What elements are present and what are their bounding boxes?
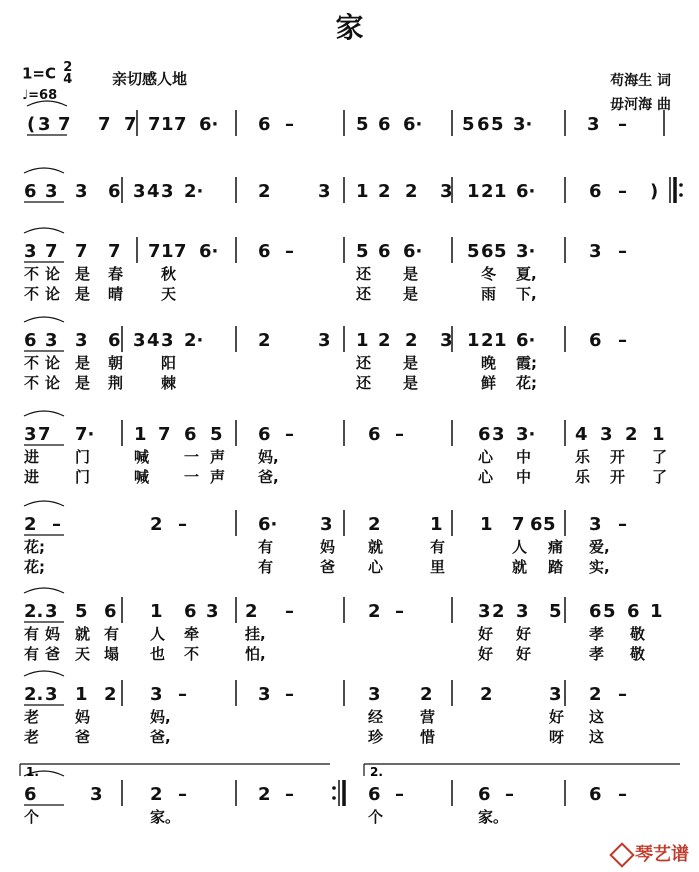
note: 3: [90, 784, 103, 805]
lyric: 珍: [368, 728, 384, 746]
lyric: 是: [75, 354, 91, 372]
note: 3: [600, 424, 613, 445]
note: 4: [147, 181, 160, 202]
note: 5: [210, 424, 223, 445]
lyric: 朝: [108, 354, 124, 372]
lyric: 开: [610, 468, 626, 486]
note: 2: [150, 514, 163, 535]
site-logo: [613, 840, 689, 866]
note: 5: [549, 601, 562, 622]
note: –: [285, 684, 294, 705]
lyric: 荆: [108, 374, 124, 392]
lyric: 怕,: [245, 645, 266, 663]
lyric: 棘: [161, 374, 177, 392]
note: 6·: [199, 241, 219, 262]
note: 7: [108, 241, 121, 262]
lyric: 雨: [481, 285, 497, 303]
lyric: 论: [45, 265, 61, 283]
lyric: 爸,: [150, 728, 171, 746]
note: 1: [494, 181, 507, 202]
note: –: [395, 601, 404, 622]
time-top: 2: [63, 60, 73, 75]
note: 5: [543, 514, 556, 535]
repeat-dot: [679, 183, 683, 187]
lyric: 霞;: [516, 354, 537, 372]
note: 3: [161, 181, 174, 202]
note: 6: [108, 330, 121, 351]
lyric: 孝: [589, 645, 605, 663]
lyric: 爸,: [258, 468, 279, 486]
slur: [24, 671, 64, 676]
slur: [24, 228, 64, 233]
composer-credit: 毋河海 曲: [610, 97, 671, 113]
note: –: [285, 601, 294, 622]
note: 2: [625, 424, 638, 445]
lyric: 门: [75, 468, 91, 486]
slur: [24, 317, 64, 322]
note: 5: [467, 241, 480, 262]
note: 6: [589, 784, 602, 805]
note: 6·: [516, 181, 536, 202]
note: 6: [589, 601, 602, 622]
note: 2: [150, 784, 163, 805]
note: 7·: [75, 424, 95, 445]
note: 5: [462, 114, 475, 135]
lyric: 妈: [320, 538, 336, 556]
lyric: 花;: [516, 374, 537, 392]
note: –: [618, 114, 627, 135]
lyric: 夏,: [516, 265, 537, 283]
note: 7: [58, 114, 71, 135]
note: 3: [587, 114, 600, 135]
lyric: 好: [549, 708, 565, 726]
lyric: 不: [24, 265, 40, 283]
note: 6: [24, 181, 37, 202]
note: 5: [356, 114, 369, 135]
note: 6·: [403, 114, 423, 135]
note: 1: [652, 424, 665, 445]
slur: [27, 101, 67, 106]
note: 6: [258, 114, 271, 135]
note: 5: [491, 114, 504, 135]
lyric: 晴: [108, 285, 124, 303]
lyric: 心: [478, 468, 494, 486]
note: 3: [549, 684, 562, 705]
lyric: 了: [652, 468, 668, 486]
lyric: 挂,: [245, 625, 266, 643]
note: 2: [589, 684, 602, 705]
note: 2: [480, 684, 493, 705]
note: –: [178, 784, 187, 805]
note: 4: [575, 424, 588, 445]
lyric: 开: [610, 448, 626, 466]
lyric: 个: [368, 808, 384, 826]
note: 3: [75, 330, 88, 351]
slur: [24, 588, 64, 593]
note: 1: [356, 181, 369, 202]
lyric: 不: [24, 354, 40, 372]
note: 3: [589, 241, 602, 262]
note: 1: [356, 330, 369, 351]
note: 3·: [516, 241, 536, 262]
note: –: [285, 114, 294, 135]
lyric: 进: [24, 448, 40, 466]
volta-1: 1.: [26, 765, 39, 779]
lyric: 有: [24, 645, 40, 663]
note: –: [285, 784, 294, 805]
lyric: 有: [104, 625, 120, 643]
note: –: [618, 514, 627, 535]
note: 7: [124, 114, 137, 135]
lyric: 是: [403, 354, 419, 372]
lyric: 好: [516, 645, 532, 663]
lyric: 实,: [589, 558, 610, 576]
note: ): [650, 181, 659, 202]
note: 5: [356, 241, 369, 262]
lyric: 一: [184, 448, 200, 466]
note: 7: [75, 241, 88, 262]
slur: [24, 168, 64, 173]
tempo-mark: ♩=68: [22, 88, 58, 103]
lyric: 有: [258, 558, 274, 576]
note: 1: [150, 601, 163, 622]
lyric: 有: [24, 625, 40, 643]
note: 2: [245, 601, 258, 622]
note: 2: [405, 330, 418, 351]
note: –: [618, 784, 627, 805]
note: 3: [150, 684, 163, 705]
note: 7: [38, 424, 51, 445]
note: –: [618, 330, 627, 351]
note: 2: [368, 514, 381, 535]
note: 6·: [403, 241, 423, 262]
lyric: 论: [45, 285, 61, 303]
lyric: 还: [356, 374, 372, 392]
lyric: 营: [420, 708, 436, 726]
repeat-dot: [332, 796, 336, 800]
note: 2: [492, 601, 505, 622]
lyric: 呀: [549, 728, 565, 746]
note: 3: [206, 601, 219, 622]
note: 6: [530, 514, 543, 535]
note: 6: [378, 114, 391, 135]
lyric: 好: [478, 625, 494, 643]
repeat-dot: [332, 786, 336, 790]
note: 7: [174, 241, 187, 262]
note: 3: [133, 330, 146, 351]
note: 6: [589, 330, 602, 351]
note: 2·: [184, 181, 204, 202]
note: 3: [589, 514, 602, 535]
lyric: 花;: [24, 538, 45, 556]
lyric: 是: [75, 374, 91, 392]
lyric: 秋: [161, 265, 177, 283]
note: 6: [24, 784, 37, 805]
lyric: 是: [403, 285, 419, 303]
lyric: 冬: [481, 265, 497, 283]
lyric: 下,: [516, 285, 537, 303]
note: 6: [184, 601, 197, 622]
lyric: 里: [430, 558, 446, 576]
lyric: 人: [150, 625, 166, 643]
note: 2: [24, 514, 37, 535]
lyric: 门: [75, 448, 91, 466]
note: 6: [478, 784, 491, 805]
time-bottom: 4: [63, 72, 73, 87]
lyric: 论: [45, 354, 61, 372]
lyric: 有: [258, 538, 274, 556]
note: 7: [98, 114, 111, 135]
note: 3: [516, 601, 529, 622]
note: –: [618, 684, 627, 705]
lyric: 家。: [150, 808, 181, 826]
note: 3: [161, 330, 174, 351]
note: 2.: [24, 684, 44, 705]
note: –: [618, 181, 627, 202]
note: 3·: [513, 114, 533, 135]
note: 3: [75, 181, 88, 202]
note: 6·: [199, 114, 219, 135]
note: 1: [467, 330, 480, 351]
note: –: [618, 241, 627, 262]
note: 2: [368, 601, 381, 622]
lyric: 人: [512, 538, 528, 556]
note: 3: [38, 114, 51, 135]
lyric: 牵: [184, 625, 200, 643]
lyric: 经: [368, 708, 384, 726]
note: 3: [318, 181, 331, 202]
lyric: 进: [24, 468, 40, 486]
note: –: [505, 784, 514, 805]
note: 1: [161, 114, 174, 135]
note: 3: [478, 601, 491, 622]
note: 1: [494, 330, 507, 351]
note: 3: [368, 684, 381, 705]
lyric: 爸: [75, 728, 91, 746]
note: 6: [258, 424, 271, 445]
note: 5: [494, 241, 507, 262]
lyric: 就: [75, 625, 91, 643]
note: 6: [104, 601, 117, 622]
lyric: 就: [368, 538, 384, 556]
lyric: 喊: [134, 468, 150, 486]
note: 5: [603, 601, 616, 622]
lyric: 声: [210, 468, 226, 486]
note: 2: [258, 181, 271, 202]
note: 6: [24, 330, 37, 351]
note: 7: [512, 514, 525, 535]
note: 1: [134, 424, 147, 445]
note: –: [178, 514, 187, 535]
lyric: 有: [430, 538, 446, 556]
lyric: 不: [184, 645, 200, 663]
lyric: 天: [75, 645, 91, 663]
note: 2: [405, 181, 418, 202]
lyric: 是: [403, 374, 419, 392]
lyric: 好: [478, 645, 494, 663]
note: 6: [478, 424, 491, 445]
note: –: [285, 241, 294, 262]
lyric: 乐: [575, 448, 591, 466]
note: 1: [161, 241, 174, 262]
lyric: 声: [210, 448, 226, 466]
note: 2.: [24, 601, 44, 622]
note: 6·: [258, 514, 278, 535]
note: 6: [108, 181, 121, 202]
note: 3: [440, 330, 453, 351]
lyric: 鲜: [481, 374, 497, 392]
note: –: [178, 684, 187, 705]
note: 2: [104, 684, 117, 705]
note: 3: [45, 181, 58, 202]
note: 3: [320, 514, 333, 535]
logo-icon: [609, 842, 634, 867]
note: 1: [467, 181, 480, 202]
lyric: 也: [150, 645, 166, 663]
lyric: 踏: [548, 558, 564, 576]
lyric: 爸: [320, 558, 336, 576]
note: 1: [480, 514, 493, 535]
lyricist-credit: 苟海生 词: [610, 73, 671, 89]
note: –: [395, 424, 404, 445]
lyric: 论: [45, 374, 61, 392]
note: –: [52, 514, 61, 535]
lyric: 妈,: [258, 448, 279, 466]
note: 7: [174, 114, 187, 135]
note: 3: [492, 424, 505, 445]
lyric: 阳: [161, 354, 177, 372]
lyric: 敬: [630, 645, 646, 663]
lyric: 惜: [420, 728, 436, 746]
lyric: 这: [589, 728, 605, 746]
lyric: 就: [512, 558, 528, 576]
lyric: 晚: [481, 354, 497, 372]
note: 3: [258, 684, 271, 705]
slur: [24, 501, 64, 506]
lyric: 还: [356, 265, 372, 283]
note: 1: [430, 514, 443, 535]
note: 5: [75, 601, 88, 622]
note: 6: [368, 424, 381, 445]
note: 6: [589, 181, 602, 202]
note: 3: [45, 684, 58, 705]
note: 6: [481, 241, 494, 262]
lyric: 心: [478, 448, 494, 466]
note: 3: [45, 330, 58, 351]
expression-mark: 亲切感人地: [112, 70, 188, 88]
volta-2: 2.: [370, 765, 383, 779]
note: 6: [368, 784, 381, 805]
note: 3: [440, 181, 453, 202]
lyric: 春: [108, 265, 124, 283]
note: 4: [147, 330, 160, 351]
lyric: 妈,: [150, 708, 171, 726]
lyric: 中: [516, 468, 532, 486]
lyric: 这: [589, 708, 605, 726]
lyric: 爱,: [589, 538, 610, 556]
note: 2: [481, 330, 494, 351]
lyric: 敬: [630, 625, 646, 643]
note: 6·: [516, 330, 536, 351]
note: 1: [650, 601, 663, 622]
note: 6: [627, 601, 640, 622]
lyric: 还: [356, 354, 372, 372]
note: 6: [258, 241, 271, 262]
note: 6: [378, 241, 391, 262]
note: 3: [24, 424, 37, 445]
note: (: [27, 114, 36, 135]
note: 2: [420, 684, 433, 705]
lyric: 老: [24, 708, 40, 726]
lyric: 妈: [75, 708, 91, 726]
note: 6: [184, 424, 197, 445]
note: 7: [45, 241, 58, 262]
lyric: 老: [24, 728, 40, 746]
lyric: 了: [652, 448, 668, 466]
repeat-dot: [679, 193, 683, 197]
lyric: 是: [403, 265, 419, 283]
note: 1: [75, 684, 88, 705]
lyric: 是: [75, 285, 91, 303]
lyric: 妈: [45, 625, 61, 643]
lyric: 爸: [45, 645, 61, 663]
note: 2: [481, 181, 494, 202]
lyric: 花;: [24, 558, 45, 576]
lyric: 中: [516, 448, 532, 466]
note: 2: [258, 784, 271, 805]
note: 2: [378, 181, 391, 202]
note: 7: [158, 424, 171, 445]
lyric: 天: [161, 285, 177, 303]
lyric: 塌: [104, 645, 120, 663]
lyric: 是: [75, 265, 91, 283]
lyric: 一: [184, 468, 200, 486]
slur: [24, 411, 64, 416]
note: 3·: [516, 424, 536, 445]
note: 6: [477, 114, 490, 135]
lyric: 不: [24, 285, 40, 303]
note: 3: [133, 181, 146, 202]
note: 2: [378, 330, 391, 351]
lyric: 喊: [134, 448, 150, 466]
key-label: 1=C: [22, 64, 57, 83]
note: –: [395, 784, 404, 805]
note: 2·: [184, 330, 204, 351]
lyric: 还: [356, 285, 372, 303]
lyric: 孝: [589, 625, 605, 643]
note: 3: [45, 601, 58, 622]
note: 7: [148, 114, 161, 135]
lyric: 乐: [575, 468, 591, 486]
lyric: 不: [24, 374, 40, 392]
note: 7: [148, 241, 161, 262]
lyric: 心: [368, 558, 384, 576]
note: 2: [258, 330, 271, 351]
lyric: 个: [24, 808, 40, 826]
note: 3: [24, 241, 37, 262]
note: 3: [318, 330, 331, 351]
note: –: [285, 424, 294, 445]
lyric: 痛: [548, 538, 564, 556]
lyric: 家。: [478, 808, 509, 826]
lyric: 好: [516, 625, 532, 643]
logo-text: 琴艺谱: [635, 844, 689, 865]
page-title: 家: [335, 11, 364, 44]
